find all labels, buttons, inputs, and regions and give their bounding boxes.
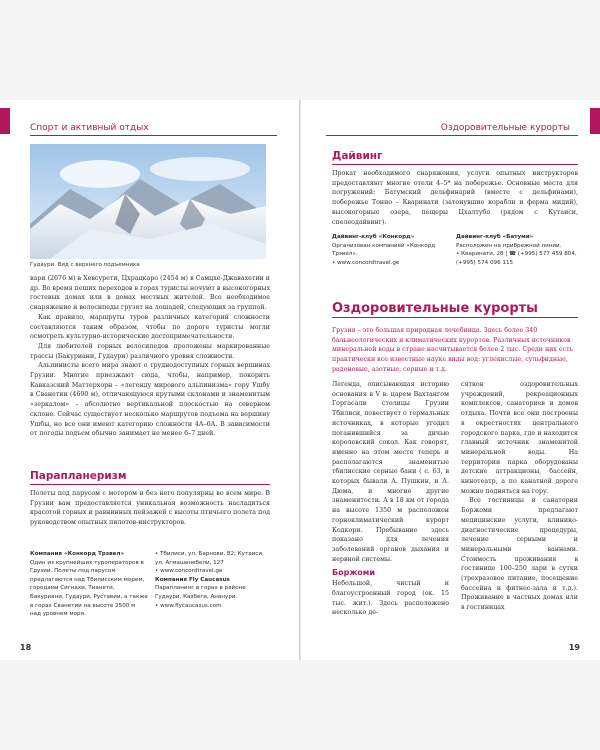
paragraph: Как правило, маршруты туров различных категорий сложности составляются таким образом, чтобы по дороге туристы могли осмотреть культурно-исторические достопримечательности. <box>30 313 270 341</box>
paragraph: Легенда, описывающая историю основания в V в. царем Вахтангом Горгасали столицы Грузии Тбилиси, повествует о термальных источниках, в которые угодил поганившийся за дичью королевский сокол. Как говорят, именно на этом месте теперь и располагаются знаменитые тбилисские серные бани ( с. 63, в которых бывали А. Пушкин, и А. Дюма, и многие другие знаменитости. А в 18 км от города на высоте 1350 м расположен горноклиматический курорт Кодкори. Пребывание здесь показано для лечения заболеваний органов дыхания и нервной системы. <box>332 381 449 563</box>
running-header-right: Оздоровительные курорты <box>440 123 570 133</box>
page-number-left: 18 <box>20 643 32 652</box>
section-rule <box>332 164 578 165</box>
book-gutter <box>299 100 301 660</box>
company-name: Компания «Конкорд Трэвел» <box>30 551 125 557</box>
info-club-batumi <box>456 233 578 267</box>
section-rule <box>30 484 270 485</box>
paragraph: вари (2676 м) в Хевсурети, Цхрацкаро (2454 м) в Самцхе-Джавахетии и др. Во время пеших переходов в горах туристы ночуют в высокогорных гостевых домах или в домах местных жителей. Все необходимое снаряжение и велосипеды грузят на лошадей, следующих за группой. <box>30 275 270 312</box>
paragraph: Полеты под парусом с мотором и без него популярны во всем мире. В Грузии вам предоставляется уникальная возможность насладиться красотой горных и равнинных пейзажей с высоты птичьего полета под руководством опытных пилотов-инструкторов. <box>30 490 270 527</box>
header-rule-right <box>326 135 578 136</box>
left-body <box>30 274 270 439</box>
company-address: • Тбилиси, ул. Барнови, 82; Кутаиси, ул. Агмашенебели, 127 <box>155 551 264 566</box>
club-name: Дайвинг-клуб «Батуми» <box>456 234 534 240</box>
section-title-resorts: Оздоровительные курорты <box>332 301 538 316</box>
running-header-left: Спорт и активный отдых <box>30 123 149 133</box>
header-rule-left <box>30 135 277 136</box>
mountain-photo <box>30 144 266 259</box>
paragraph: Все гостиницы и санатории Боржоми предлагают медицинские услуги, клинико-диагностические процедуры, лечение серными и минеральными ваннами. Стоимость проживания в гостинице 100–250 лари в сутки (трехразовое питание, посещение бассейна и фитнес-зала и т.д.). Проживание в частных домах или в гостиницах <box>461 497 578 612</box>
page-number-right: 19 <box>568 643 580 652</box>
info-concord <box>30 550 148 619</box>
paragraph: Небольшой, чистый и благоустроенный город (ок. 15 тыс. жит.). Здесь расположено несколько де- <box>332 580 449 617</box>
paragraph: сятков оздоровительных учреждений, рекреационных комплексов, санаториев и домов отдыха. Почти все они построены в окрестностях центрального городского парка, где и находится главный источник знаменитой минеральной воды. На территории парка оборудованы детские аттракционы, бассейн, кинотеатр, а по канатной дороге можно подняться на гору. <box>461 381 578 495</box>
info-club-concord <box>332 233 450 267</box>
website-link[interactable]: • www.concordtravel.ge <box>332 259 400 266</box>
photo-caption: Гудаури. Вид с верхнего подъемника <box>30 262 140 268</box>
paragraph: Прокат необходимого снаряжения, услуги опытных инструкторов предоставляют многие отели 4–5* на побережье. Основные места для погружений: Батумский дельфинарий (вместе с дельфинами), побережье Тонио – Кваринати (затонувшие корабли и ферма мидий), высокогорные озера, пещеры Цхалтубо (рядом с Кутаиси, спелеодайвинг). <box>332 170 578 226</box>
column-2 <box>461 380 578 613</box>
section-title: Дайвинг <box>332 150 383 162</box>
club-name: Дайвинг-клуб «Конкорд» <box>332 234 415 240</box>
company-description: Парапланинг в горах в районе Гудаури, Казбеги, Ананури. <box>155 585 246 600</box>
paragraph: Для любителей горных велосипедов проложены маркированные трассы (Бакуриани, Гудаури) различного уровня сложности. <box>30 342 270 360</box>
club-description: Расположен на прибрежной линии. <box>456 242 562 249</box>
diving-section <box>332 150 578 227</box>
company-description: Один из крупнейших туроператоров в Грузии. Полеты под парусом предлагаются над Тбилисским морем, городами Сигнахи, Тианети, Бакуриани, Гудаури, Руставии, а также в горах Сванетии на высоте 2500 м над уровнем моря. <box>30 559 148 618</box>
column-1 <box>332 380 449 618</box>
website-link[interactable]: • www.flycaucasus.com <box>155 602 222 609</box>
section-title: Парапланеризм <box>30 470 127 482</box>
chapter-tab-right <box>590 108 600 134</box>
website-link[interactable]: • www.concordtravel.ge <box>155 568 223 575</box>
chapter-tab-left <box>0 108 10 134</box>
company-name: Компания Fly Caucasus <box>155 576 230 583</box>
section-rule <box>332 317 578 318</box>
club-description: Организован компанией «Конкорд Трэвел». <box>332 242 436 258</box>
lead-paragraph: Грузия – это большая природная лечебница. Здесь более 340 бальнеологических и климатических курортов. Различных источников минеральной воды в стране насчитывается более 2 тыс. Среди них есть практически все известные науке виды вод: углекислые, сульфидные, радоновые, азотные, серные и т.д. <box>332 327 574 373</box>
club-contacts: • Кваринати, 28 | ☎ (+995) 577 459 804, (+995) 574 096 115 <box>456 251 577 266</box>
paragraph: Альпинисты всего мира знают о труднодоступных горных вершинах Грузии. Многие приезжают сюда, чтобы, например, покорить Кавказский Маттерхорн – «легенду мирового альпинизма» гору Ушбу в Сванетии (4690 м), отличающуюся крутыми склонами и знаменитым «зеркалом» – абсолютно вертикальной плоскостью на северном склоне. Сейчас существует несколько маршрутов подъема на вершину Ушбы, но все они имеют категорию сложности 4А–6А. В зависимости от погоды подъем обычно занимает не менее 6–7 дней. <box>30 362 270 438</box>
subsection-title: Боржоми <box>332 568 375 578</box>
info-contacts <box>155 550 271 610</box>
paragliding-section <box>30 470 270 528</box>
